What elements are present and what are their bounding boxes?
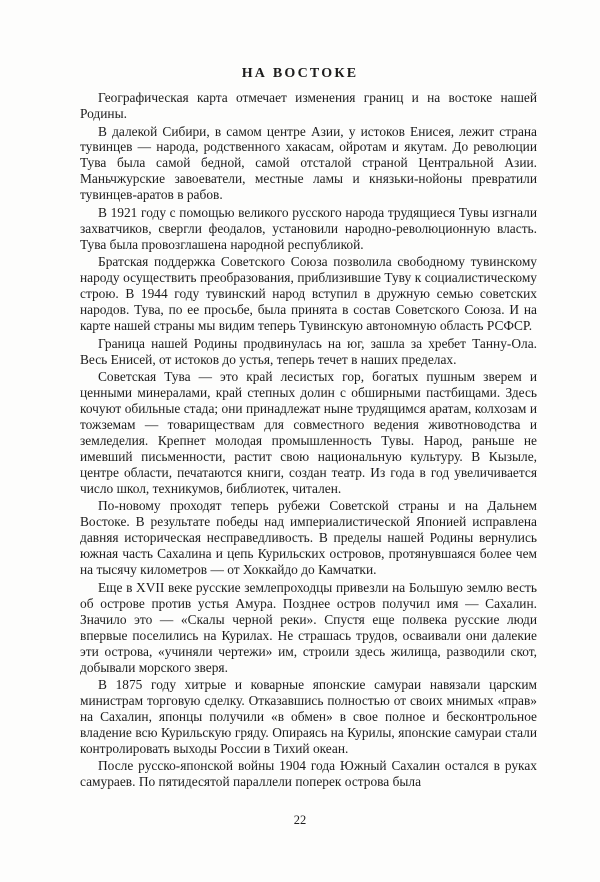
paragraph: Братская поддержка Советского Союза позволила свободному тувинскому народу осуществить преобразования, приблизившие Туву к социалистическому строю. В 1944 году тувинский народ вступил в дружную семью советских народов. Тува, по ее просьбе, была принята в состав Советского Союза. И на карте нашей страны мы видим теперь Тувинскую автономную область РСФСР. — [80, 254, 537, 334]
paragraph: В далекой Сибири, в самом центре Азии, у истоков Енисея, лежит страна тувинцев — народа, родственного хакасам, ойротам и якутам. До революции Тува была самой бедной, самой отсталой страной Центральной Азии. Маньчжурские завоеватели, местные ламы и князьки-нойоны превратили тувинцев-аратов в рабов. — [80, 123, 537, 203]
paragraph: Еще в XVII веке русские землепроходцы привезли на Большую землю весть об острове против устья Амура. Позднее остров получил имя — Сахалин. Значило это — «Скалы черной реки». Спустя еще полвека русские люди впервые поселились на Курилах. Не страшась трудов, осваивали они далекие эти острова, «учиняли чертежи» им, строили здесь жилища, разводили скот, добывали морского зверя. — [80, 579, 537, 675]
section-title: НА ВОСТОКЕ — [241, 66, 359, 81]
body-text — [80, 90, 537, 790]
page-number: 22 — [293, 813, 307, 827]
paragraph: Граница нашей Родины продвинулась на юг, зашла за хребет Танну-Ола. Весь Енисей, от истоков до устья, теперь течет в наших пределах. — [80, 335, 537, 367]
paragraph: Географическая карта отмечает изменения границ и на востоке нашей Родины. — [80, 90, 537, 121]
paragraph: Советская Тува — это край лесистых гор, богатых пушным зверем и ценными минералами, край степных долин с обширными пастбищами. Здесь кочуют обильные стада; они принадлежат ныне трудящимся аратам, колхозам и тожземам — товариществам для совместного ведения животноводства и земледелия. Крепнет молодая промышленность Тувы. Народ, раньше не имевший письменности, растит свою национальную культуру. В Кызыле, центре области, печатаются книги, создан театр. Из года в год увеличивается число школ, техникумов, библиотек, читален. — [80, 369, 537, 496]
paragraph: В 1875 году хитрые и коварные японские самураи навязали царским министрам торговую сделку. Отказавшись полностью от своих мнимых «прав» на Сахалин, японцы получили «в обмен» в свое полное и бесконтрольное владение всю Курильскую гряду. Опираясь на Курилы, японские самураи стали контролировать выходы России в Тихий океан. — [80, 677, 537, 756]
paragraph: По-новому проходят теперь рубежи Советской страны и на Дальнем Востоке. В результате победы над империалистической Японией исправлена давняя историческая несправедливость. В пределы нашей Родины вернулись южная часть Сахалина и цепь Курильских островов, протянувшаяся более чем на тысячу километров — от Хоккайдо до Камчатки. — [80, 498, 537, 578]
paragraph: После русско-японской войны 1904 года Южный Сахалин остался в руках самураев. По пятидесятой параллели поперек острова была — [80, 758, 537, 790]
paragraph: В 1921 году с помощью великого русского народа трудящиеся Тувы изгнали захватчиков, свергли феодалов, установили народно-революционную власть. Тува была провозглашена народной республикой. — [80, 204, 537, 252]
